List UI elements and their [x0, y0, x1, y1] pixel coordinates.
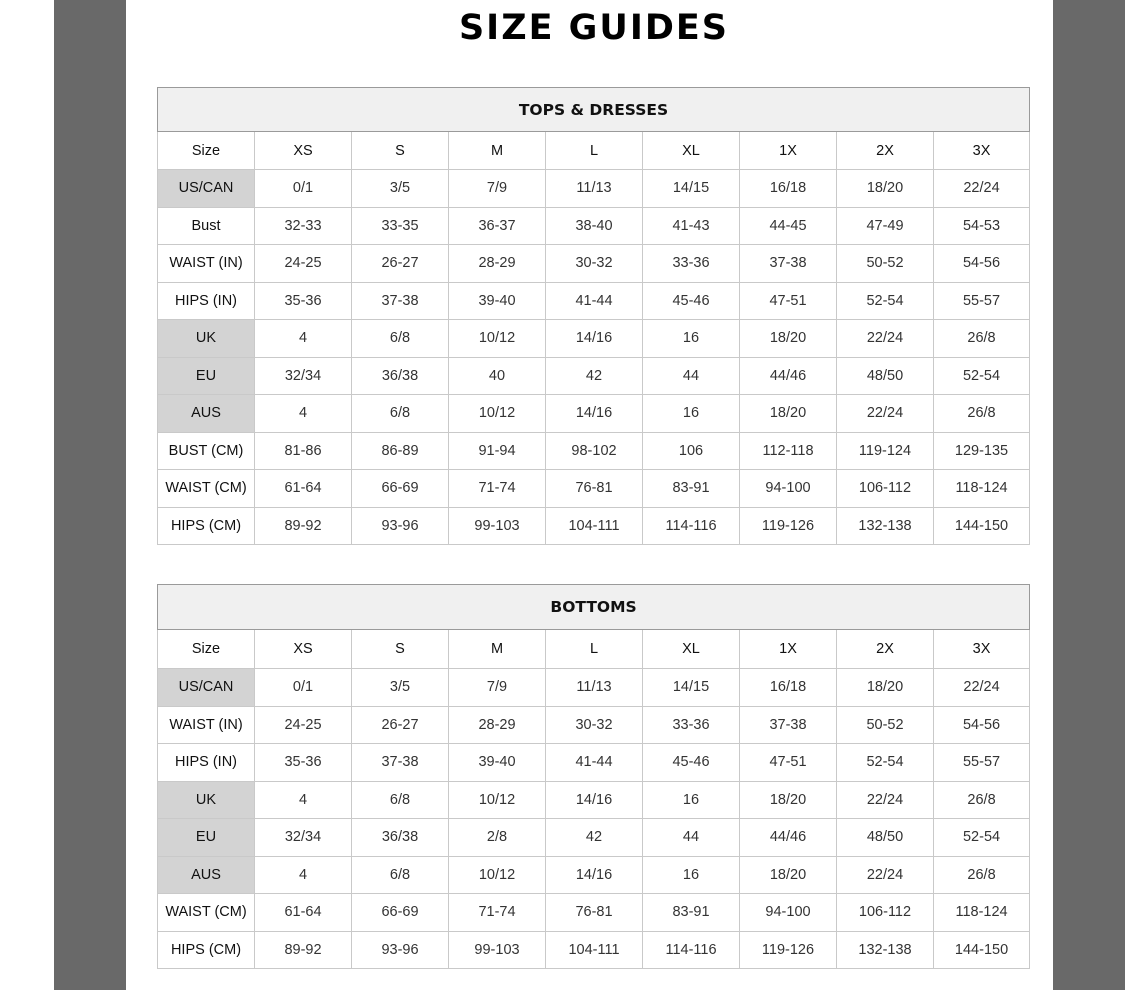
size-header-cell: L [546, 630, 643, 669]
table-cell: 14/16 [546, 781, 643, 819]
table-cell: 16 [643, 320, 740, 358]
table-cell: 41-44 [546, 744, 643, 782]
table-cell: 26/8 [934, 781, 1030, 819]
table-cell: 22/24 [934, 170, 1030, 208]
table-cell: 35-36 [255, 744, 352, 782]
row-label: BUST (CM) [158, 432, 255, 470]
table-cell: 36-37 [449, 207, 546, 245]
table-cell: 2/8 [449, 819, 546, 857]
size-header-cell: S [352, 630, 449, 669]
table-cell: 30-32 [546, 245, 643, 283]
table-cell: 11/13 [546, 669, 643, 707]
row-label: WAIST (IN) [158, 706, 255, 744]
row-label: WAIST (IN) [158, 245, 255, 283]
table-cell: 14/16 [546, 320, 643, 358]
table-cell: 41-43 [643, 207, 740, 245]
table-cell: 47-51 [740, 744, 837, 782]
table-cell: 32/34 [255, 357, 352, 395]
table-cell: 129-135 [934, 432, 1030, 470]
table-row [158, 856, 1030, 894]
table-cell: 3/5 [352, 669, 449, 707]
table-cell: 54-56 [934, 245, 1030, 283]
size-header-cell: XS [255, 630, 352, 669]
table-cell: 104-111 [546, 931, 643, 969]
table-cell: 114-116 [643, 931, 740, 969]
table-cell: 44 [643, 357, 740, 395]
table-cell: 61-64 [255, 894, 352, 932]
table-cell: 3/5 [352, 170, 449, 208]
table-cell: 132-138 [837, 931, 934, 969]
table-cell: 71-74 [449, 894, 546, 932]
table-cell: 52-54 [934, 357, 1030, 395]
table-cell: 26-27 [352, 245, 449, 283]
table-cell: 118-124 [934, 894, 1030, 932]
row-label: Bust [158, 207, 255, 245]
bottoms-caption-row [158, 585, 1030, 630]
table-cell: 6/8 [352, 856, 449, 894]
table-cell: 37-38 [352, 744, 449, 782]
table-cell: 28-29 [449, 706, 546, 744]
size-header-cell: 1X [740, 630, 837, 669]
table-cell: 14/15 [643, 170, 740, 208]
table-cell: 66-69 [352, 470, 449, 508]
table-row [158, 470, 1030, 508]
table-cell: 61-64 [255, 470, 352, 508]
table-row [158, 395, 1030, 433]
row-label: HIPS (CM) [158, 931, 255, 969]
table-cell: 14/16 [546, 395, 643, 433]
table-cell: 106 [643, 432, 740, 470]
table-row [158, 320, 1030, 358]
tops-header-row [158, 132, 1030, 170]
size-header-cell: L [546, 132, 643, 170]
table-cell: 22/24 [837, 856, 934, 894]
table-row [158, 706, 1030, 744]
row-label: AUS [158, 395, 255, 433]
table-cell: 35-36 [255, 282, 352, 320]
table-cell: 54-56 [934, 706, 1030, 744]
table-cell: 4 [255, 856, 352, 894]
size-header-cell: M [449, 132, 546, 170]
table-cell: 39-40 [449, 744, 546, 782]
row-label: WAIST (CM) [158, 470, 255, 508]
table-row [158, 894, 1030, 932]
row-label: EU [158, 819, 255, 857]
table-cell: 14/16 [546, 856, 643, 894]
size-header-cell: XL [643, 630, 740, 669]
table-cell: 99-103 [449, 507, 546, 545]
table-cell: 28-29 [449, 245, 546, 283]
table-cell: 7/9 [449, 170, 546, 208]
table-cell: 66-69 [352, 894, 449, 932]
table-cell: 18/20 [740, 320, 837, 358]
table-cell: 37-38 [740, 706, 837, 744]
table-cell: 114-116 [643, 507, 740, 545]
table-row [158, 170, 1030, 208]
table-cell: 10/12 [449, 395, 546, 433]
table-row [158, 931, 1030, 969]
table-cell: 24-25 [255, 706, 352, 744]
table-cell: 14/15 [643, 669, 740, 707]
size-header-cell: 1X [740, 132, 837, 170]
table-cell: 4 [255, 320, 352, 358]
table-cell: 91-94 [449, 432, 546, 470]
table-cell: 0/1 [255, 170, 352, 208]
table-cell: 22/24 [837, 395, 934, 433]
table-cell: 26/8 [934, 856, 1030, 894]
table-cell: 16/18 [740, 170, 837, 208]
tops-table-caption: TOPS & DRESSES [158, 88, 1030, 132]
row-label: UK [158, 781, 255, 819]
table-cell: 22/24 [934, 669, 1030, 707]
table-cell: 24-25 [255, 245, 352, 283]
table-cell: 106-112 [837, 894, 934, 932]
table-row [158, 432, 1030, 470]
table-cell: 52-54 [837, 744, 934, 782]
table-cell: 37-38 [740, 245, 837, 283]
table-cell: 98-102 [546, 432, 643, 470]
table-cell: 104-111 [546, 507, 643, 545]
table-row [158, 669, 1030, 707]
table-cell: 16 [643, 395, 740, 433]
table-cell: 39-40 [449, 282, 546, 320]
table-cell: 4 [255, 395, 352, 433]
table-cell: 144-150 [934, 931, 1030, 969]
page-title: SIZE GUIDES [458, 8, 730, 48]
table-cell: 106-112 [837, 470, 934, 508]
table-cell: 18/20 [740, 395, 837, 433]
table-cell: 44 [643, 819, 740, 857]
table-cell: 6/8 [352, 781, 449, 819]
bottoms-header-row [158, 630, 1030, 669]
table-cell: 18/20 [837, 669, 934, 707]
table-cell: 45-46 [643, 744, 740, 782]
table-cell: 26/8 [934, 320, 1030, 358]
table-cell: 33-36 [643, 706, 740, 744]
table-row [158, 744, 1030, 782]
table-cell: 32/34 [255, 819, 352, 857]
table-cell: 10/12 [449, 781, 546, 819]
bottoms-table-body [158, 585, 1030, 969]
table-cell: 83-91 [643, 894, 740, 932]
row-label: US/CAN [158, 669, 255, 707]
table-cell: 119-124 [837, 432, 934, 470]
size-column-header: Size [158, 132, 255, 170]
table-cell: 33-35 [352, 207, 449, 245]
table-cell: 18/20 [837, 170, 934, 208]
table-cell: 42 [546, 357, 643, 395]
table-cell: 16/18 [740, 669, 837, 707]
table-cell: 22/24 [837, 320, 934, 358]
table-cell: 89-92 [255, 507, 352, 545]
tops-dresses-size-table [157, 87, 1030, 545]
table-cell: 119-126 [740, 507, 837, 545]
row-label: EU [158, 357, 255, 395]
table-cell: 37-38 [352, 282, 449, 320]
table-cell: 41-44 [546, 282, 643, 320]
right-gray-margin [1053, 0, 1125, 990]
left-gray-margin [54, 0, 126, 990]
table-cell: 44/46 [740, 819, 837, 857]
size-header-cell: XS [255, 132, 352, 170]
table-row [158, 507, 1030, 545]
table-cell: 32-33 [255, 207, 352, 245]
table-cell: 93-96 [352, 931, 449, 969]
table-cell: 89-92 [255, 931, 352, 969]
table-cell: 10/12 [449, 320, 546, 358]
table-cell: 50-52 [837, 245, 934, 283]
table-cell: 94-100 [740, 470, 837, 508]
bottoms-table-caption: BOTTOMS [158, 585, 1030, 630]
table-cell: 42 [546, 819, 643, 857]
table-cell: 83-91 [643, 470, 740, 508]
table-cell: 33-36 [643, 245, 740, 283]
row-label: HIPS (CM) [158, 507, 255, 545]
table-cell: 94-100 [740, 894, 837, 932]
table-cell: 52-54 [837, 282, 934, 320]
row-label: HIPS (IN) [158, 282, 255, 320]
size-header-cell: 3X [934, 630, 1030, 669]
table-cell: 4 [255, 781, 352, 819]
table-cell: 81-86 [255, 432, 352, 470]
table-row [158, 819, 1030, 857]
row-label: US/CAN [158, 170, 255, 208]
size-header-cell: XL [643, 132, 740, 170]
table-cell: 112-118 [740, 432, 837, 470]
table-cell: 50-52 [837, 706, 934, 744]
table-cell: 6/8 [352, 395, 449, 433]
table-cell: 99-103 [449, 931, 546, 969]
size-column-header: Size [158, 630, 255, 669]
table-cell: 40 [449, 357, 546, 395]
row-label: AUS [158, 856, 255, 894]
table-cell: 38-40 [546, 207, 643, 245]
table-cell: 118-124 [934, 470, 1030, 508]
table-cell: 55-57 [934, 282, 1030, 320]
table-row [158, 781, 1030, 819]
table-cell: 54-53 [934, 207, 1030, 245]
row-label: UK [158, 320, 255, 358]
table-cell: 18/20 [740, 856, 837, 894]
table-cell: 47-49 [837, 207, 934, 245]
table-row [158, 207, 1030, 245]
table-cell: 45-46 [643, 282, 740, 320]
table-cell: 18/20 [740, 781, 837, 819]
table-cell: 7/9 [449, 669, 546, 707]
table-cell: 55-57 [934, 744, 1030, 782]
table-cell: 30-32 [546, 706, 643, 744]
table-cell: 36/38 [352, 819, 449, 857]
table-cell: 26-27 [352, 706, 449, 744]
table-cell: 86-89 [352, 432, 449, 470]
table-cell: 76-81 [546, 470, 643, 508]
row-label: WAIST (CM) [158, 894, 255, 932]
table-cell: 48/50 [837, 357, 934, 395]
table-cell: 76-81 [546, 894, 643, 932]
table-cell: 26/8 [934, 395, 1030, 433]
row-label: HIPS (IN) [158, 744, 255, 782]
table-row [158, 282, 1030, 320]
table-cell: 132-138 [837, 507, 934, 545]
table-cell: 16 [643, 781, 740, 819]
size-header-cell: 2X [837, 630, 934, 669]
size-header-cell: S [352, 132, 449, 170]
table-cell: 48/50 [837, 819, 934, 857]
size-header-cell: 3X [934, 132, 1030, 170]
table-cell: 36/38 [352, 357, 449, 395]
table-row [158, 245, 1030, 283]
tops-caption-row [158, 88, 1030, 132]
table-cell: 11/13 [546, 170, 643, 208]
table-cell: 144-150 [934, 507, 1030, 545]
table-cell: 44/46 [740, 357, 837, 395]
table-cell: 10/12 [449, 856, 546, 894]
table-cell: 0/1 [255, 669, 352, 707]
table-cell: 93-96 [352, 507, 449, 545]
table-row [158, 357, 1030, 395]
table-cell: 6/8 [352, 320, 449, 358]
tops-table-body [158, 88, 1030, 545]
table-cell: 44-45 [740, 207, 837, 245]
table-cell: 47-51 [740, 282, 837, 320]
table-cell: 16 [643, 856, 740, 894]
bottoms-size-table [157, 584, 1030, 969]
table-cell: 71-74 [449, 470, 546, 508]
size-header-cell: M [449, 630, 546, 669]
table-cell: 22/24 [837, 781, 934, 819]
table-cell: 119-126 [740, 931, 837, 969]
size-header-cell: 2X [837, 132, 934, 170]
table-cell: 52-54 [934, 819, 1030, 857]
